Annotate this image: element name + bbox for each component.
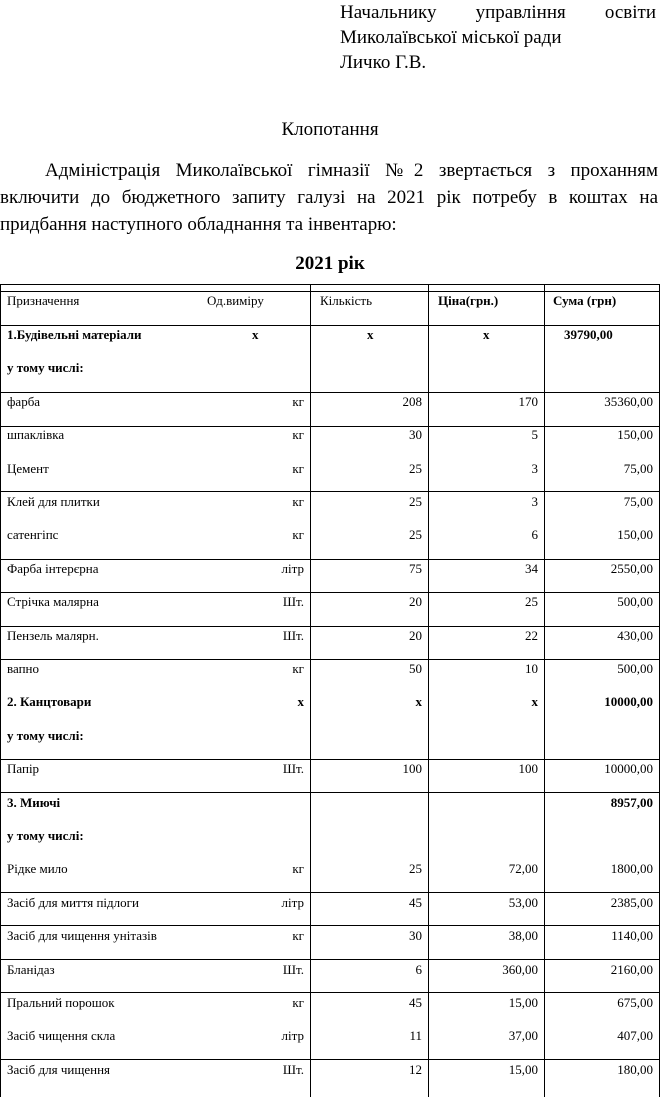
cell-unit: x [252,327,259,342]
cell-quantity: 20 [409,628,422,643]
cell-sum: 35360,00 [604,394,653,409]
cell-unit: кг [292,861,304,876]
cell-quantity: 25 [409,527,422,542]
cell-purpose: вапно [7,661,39,676]
table-row [0,386,660,419]
cell-unit: Шт. [282,1062,304,1077]
cell-purpose: Бланідаз [7,962,55,977]
cell-unit: кг [292,995,304,1010]
cell-sum: 2385,00 [610,895,653,910]
cell-unit: Шт. [282,594,304,609]
header-purpose: Призначення [7,293,80,308]
cell-sum: 407,00 [617,1028,653,1043]
addressee-word: освіти [604,2,656,23]
addressee-line-2: Миколаївської міської ради [340,27,562,48]
table-row [0,853,660,886]
cell-purpose: Пральний порошок [7,995,115,1010]
table-row [0,753,660,786]
cell-purpose: Засіб чищення скла [7,1028,116,1043]
cell-price: 6 [531,527,538,542]
cell-sum: 150,00 [617,427,653,442]
cell-unit: літр [281,895,304,910]
cell-purpose: Засіб для чищення унітазів [7,928,157,943]
cell-sum: 2160,00 [610,962,653,977]
cell-price: 170 [518,394,538,409]
cell-unit: кг [292,494,304,509]
header-quantity: Кількість [320,293,373,308]
header-unit: Од.виміру [207,293,264,308]
table-row [0,319,660,352]
table-row [0,1020,660,1053]
cell-price: x [531,694,538,709]
addressee-word: Начальнику [340,2,437,23]
cell-price: 360,00 [502,962,538,977]
cell-price: 3 [531,494,538,509]
addressee-block [340,0,656,75]
cell-quantity: 50 [409,661,422,676]
cell-quantity: 11 [409,1028,422,1043]
cell-purpose: сатенгіпс [7,527,59,542]
cell-purpose: шпаклівка [7,427,65,442]
table-row [0,887,660,920]
table-row [0,586,660,619]
cell-price: 15,00 [508,1062,538,1077]
year-heading: 2021 рік [295,253,365,274]
table-row [0,920,660,953]
cell-sum: 2550,00 [610,561,653,576]
cell-sum: 75,00 [623,494,653,509]
cell-purpose: у тому числі: [7,728,84,743]
cell-unit: x [297,694,304,709]
cell-unit: літр [281,561,304,576]
table-row [0,987,660,1020]
cell-sum: 8957,00 [610,795,653,810]
cell-purpose: Пензель малярн. [7,628,99,643]
cell-price: x [483,327,490,342]
table-row [0,820,660,853]
addressee-line-3: Личко Г.В. [340,52,427,73]
cell-purpose: Папір [7,761,40,776]
cell-sum: 675,00 [617,995,653,1010]
cell-quantity: 45 [409,895,422,910]
cell-unit: кг [292,461,304,476]
cell-unit: Шт. [282,628,304,643]
cell-price: 34 [525,561,538,576]
cell-price: 72,00 [508,861,538,876]
cell-purpose: у тому числі: [7,360,84,375]
cell-price: 5 [531,427,538,442]
table-row [0,486,660,519]
cell-quantity: x [367,327,374,342]
cell-sum: 75,00 [623,461,653,476]
cell-sum: 180,00 [617,1062,653,1077]
cell-purpose: фарба [7,394,41,409]
cell-sum: 1800,00 [610,861,653,876]
cell-sum: 500,00 [617,661,653,676]
cell-purpose: 2. Канцтовари [7,694,92,709]
table-row [0,954,660,987]
document-title: Клопотання [281,119,379,140]
cell-quantity: 30 [409,427,422,442]
cell-purpose: у тому числі: [7,828,84,843]
table-row [0,352,660,385]
table-row [0,720,660,753]
table-row [0,1054,660,1087]
cell-quantity: 12 [409,1062,422,1077]
cell-sum: 39790,00 [564,327,613,342]
cell-price: 100 [518,761,538,776]
header-sum: Сума (грн) [553,293,617,308]
addressee-line-1 [340,0,656,25]
cell-quantity: 6 [415,962,422,977]
cell-sum: 1140,00 [611,928,653,943]
cell-purpose: Фарба інтерєрна [7,561,99,576]
cell-purpose: 1.Будівельні матеріали [7,327,142,342]
cell-unit: кг [292,661,304,676]
cell-price: 10 [525,661,538,676]
cell-unit: літр [281,1028,304,1043]
table-row [0,653,660,686]
cell-price: 3 [531,461,538,476]
table-row [0,553,660,586]
cell-quantity: 100 [402,761,422,776]
cell-quantity: 45 [409,995,422,1010]
cell-purpose: Стрічка малярна [7,594,99,609]
cell-price: 25 [525,594,538,609]
table-row-divider [0,291,660,292]
cell-purpose: Засіб для чищення [7,1062,111,1077]
cell-purpose: Засіб для миття підлоги [7,895,139,910]
cell-unit: кг [292,427,304,442]
request-paragraph: Адміністрація Миколаївської гімназії №2 звертається з проханням включити до бюджетного запиту галузі на 2021 рік потребу в коштах на придбання наступного обладнання та інвентарю: [0,160,658,235]
cell-unit: Шт. [282,761,304,776]
table-row [0,620,660,653]
cell-purpose: Цемент [7,461,49,476]
cell-purpose: Клей для плитки [7,494,100,509]
cell-quantity: 25 [409,461,422,476]
cell-sum: 150,00 [617,527,653,542]
cell-price: 15,00 [508,995,538,1010]
cell-unit: кг [292,928,304,943]
addressee-word: управління [475,2,566,23]
header-price: Ціна(грн.) [438,293,499,308]
cell-unit: кг [292,527,304,542]
cell-purpose: 3. Миючі [7,795,61,810]
cell-quantity: 75 [409,561,422,576]
cell-quantity: 30 [409,928,422,943]
table-row [0,519,660,552]
cell-unit: Шт. [282,962,304,977]
cell-sum: 430,00 [617,628,653,643]
table-row [0,787,660,820]
table-header-row [0,285,660,318]
cell-quantity: 25 [409,861,422,876]
table-row [0,453,660,486]
table-row [0,419,660,452]
budget-table [0,284,660,1097]
cell-quantity: 208 [402,394,422,409]
cell-unit: кг [292,394,304,409]
cell-quantity: x [415,694,422,709]
cell-sum: 10000,00 [604,694,653,709]
cell-quantity: 25 [409,494,422,509]
cell-price: 38,00 [508,928,538,943]
cell-price: 53,00 [508,895,538,910]
cell-price: 22 [525,628,538,643]
cell-sum: 500,00 [617,594,653,609]
table-row [0,686,660,719]
cell-price: 37,00 [508,1028,538,1043]
cell-sum: 10000,00 [604,761,653,776]
cell-quantity: 20 [409,594,422,609]
cell-purpose: Рідке мило [7,861,68,876]
